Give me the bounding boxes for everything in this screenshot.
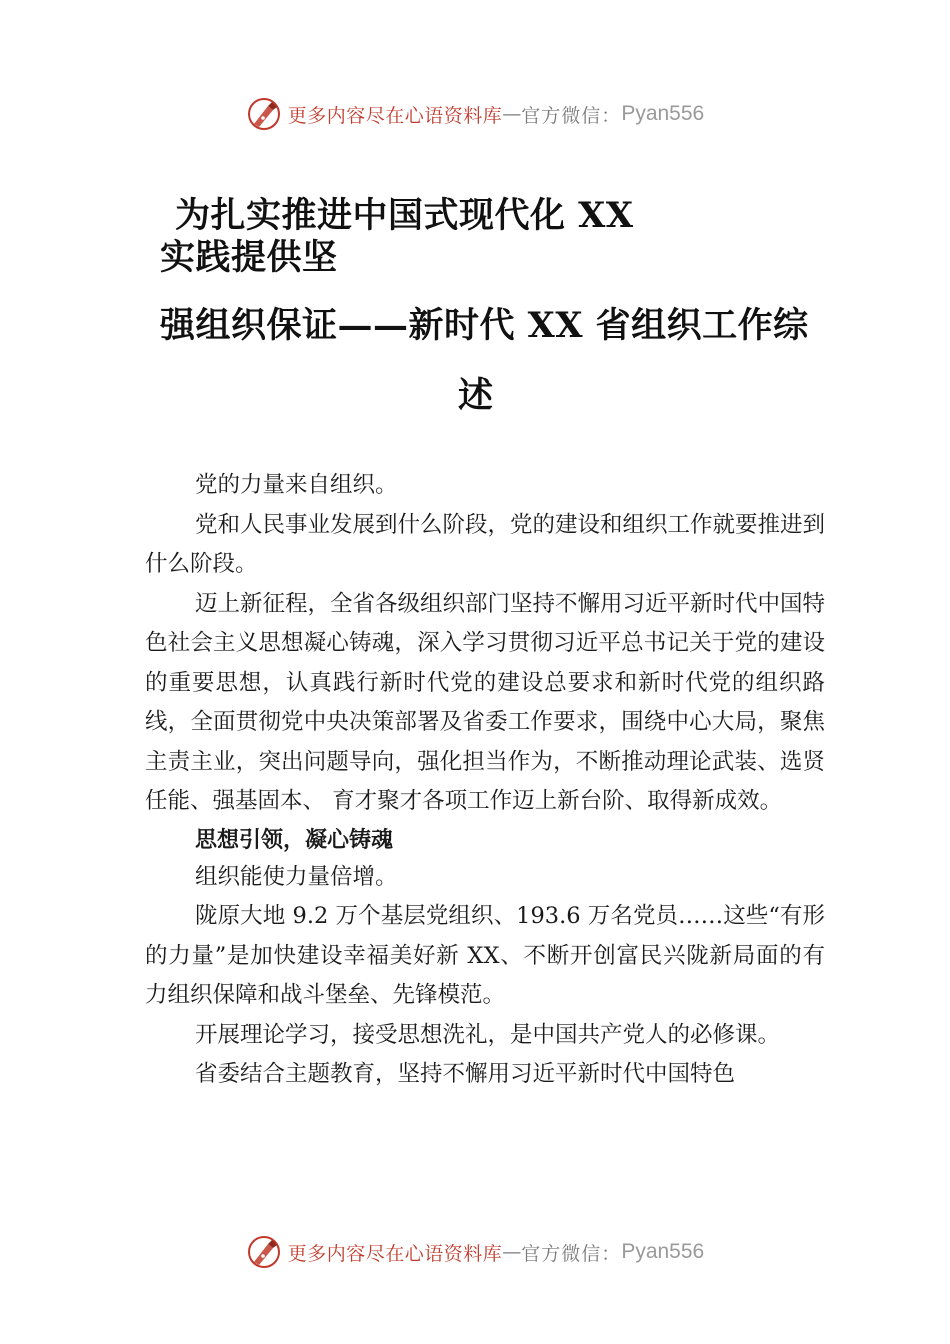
paragraph-2: 党和人民事业发展到什么阶段，党的建设和组织工作就要推进到什么阶段。 <box>145 511 826 577</box>
article-body <box>145 466 825 1095</box>
paragraph-7: 省委结合主题教育，坚持不懈用习近平新时代中国特色 <box>195 1061 736 1087</box>
watermark-separator: — <box>502 1241 522 1263</box>
watermark-banner-bottom <box>0 1232 950 1272</box>
paragraph-5: 陇原大地 9.2 万个基层党组织、193.6 万名党员……这些“有形的力量”是加快建设幸福美好新 XX、不断开创富民兴陇新局面的有力组织保障和战斗堡垒、先锋模范。 <box>145 903 825 1008</box>
paragraph-4: 组织能使力量倍增。 <box>195 863 398 890</box>
watermark-label: 官方微信： <box>521 104 622 127</box>
pen-nib-circle-icon <box>246 1234 282 1270</box>
paragraph-3: 迈上新征程，全省各级组织部门坚持不懈用习近平新时代中国特色社会主义思想凝心铸魂，深入学习贯彻习近平总书记关于党的建设的重要思想，认真践行新时代党的建设总要求和新时代党的组织路线，全面贯彻党中央决策部署及省委工作要求，围绕中心大局，聚焦主责主业，突出问题导向，强化担当作为，不断推动理论武装、选贤任能、强基固本、 育才聚才各项工作迈上新台阶、取得新成效。 <box>145 590 826 814</box>
watermark-label: 官方微信： <box>521 1242 622 1265</box>
watermark-text: 更多内容尽在心语资料库 <box>287 104 503 127</box>
title-line-3: 强组织保证——新时代 XX 省组织工作综 <box>160 305 809 346</box>
title-line-4: 述 <box>458 375 494 416</box>
pen-nib-circle-icon <box>246 96 282 132</box>
watermark-id: Pyan556 <box>621 102 705 125</box>
title-line-2: 实践提供坚 <box>160 237 338 278</box>
watermark-text: 更多内容尽在心语资料库 <box>287 1242 503 1265</box>
section-heading: 思想引领，凝心铸魂 <box>195 827 394 853</box>
title-line-1: 为扎实推进中国式现代化 XX <box>175 195 634 236</box>
watermark-separator: — <box>502 103 522 125</box>
paragraph-1: 党的力量来自组织。 <box>195 472 398 498</box>
paragraph-6: 开展理论学习，接受思想洗礼，是中国共产党人的必修课。 <box>195 1021 781 1048</box>
watermark-id: Pyan556 <box>621 1240 705 1263</box>
watermark-banner-top <box>0 94 950 134</box>
